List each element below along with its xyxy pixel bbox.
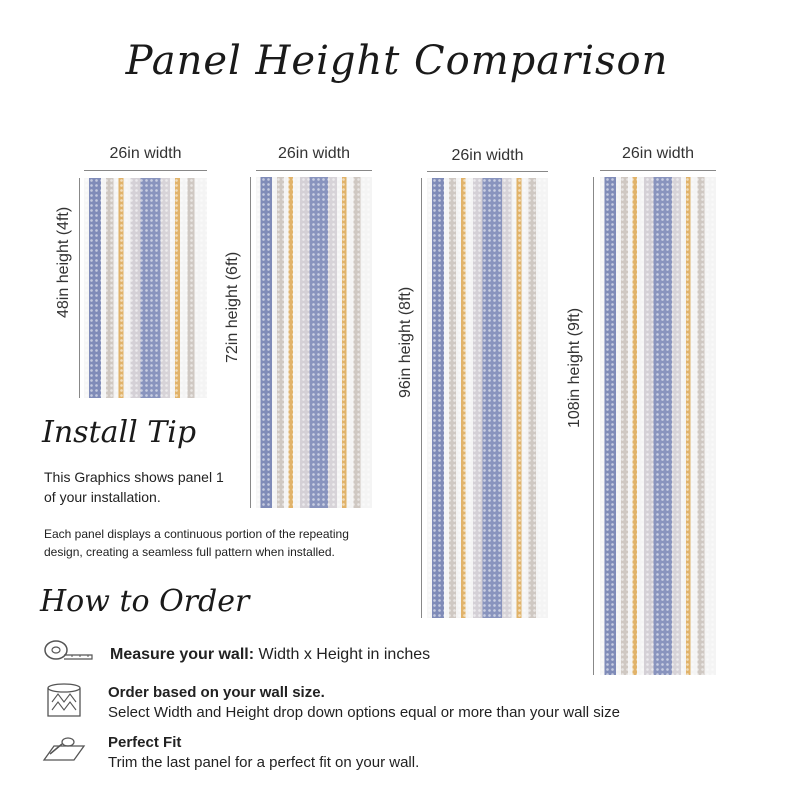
install-tip-line-2: of your installation. bbox=[44, 489, 161, 505]
width-label: 26in width bbox=[621, 145, 695, 162]
install-tip-heading: Install Tip bbox=[42, 415, 197, 450]
step-measure-bold: Measure your wall: bbox=[110, 646, 255, 663]
width-label: 26in width bbox=[277, 145, 351, 162]
height-line bbox=[250, 177, 251, 508]
step-measure-text bbox=[110, 646, 430, 664]
step-order-bold: Order based on your wall size. bbox=[108, 684, 325, 701]
width-line bbox=[84, 170, 207, 171]
width-label: 26in width bbox=[451, 147, 524, 164]
step-measure-desc: Width x Height in inches bbox=[254, 646, 431, 663]
trim-knife-icon bbox=[40, 732, 86, 769]
height-label: 108in height (9ft) bbox=[566, 307, 583, 428]
height-label: 96in height (8ft) bbox=[397, 286, 414, 398]
tape-measure-icon bbox=[42, 637, 98, 670]
height-line bbox=[593, 177, 594, 675]
install-tip-note-2: design, creating a seamless full pattern when installed. bbox=[44, 545, 335, 559]
panel-pattern bbox=[84, 178, 207, 398]
width-line bbox=[256, 170, 372, 171]
width-line bbox=[427, 171, 548, 172]
height-label: 72in height (6ft) bbox=[224, 251, 241, 363]
height-line bbox=[79, 178, 80, 398]
step-order-desc: Select Width and Height drop down options equal or more than your wall size bbox=[108, 704, 620, 721]
how-to-order-heading: How to Order bbox=[40, 584, 250, 619]
step-fit-desc: Trim the last panel for a perfect fit on your wall. bbox=[108, 754, 420, 771]
step-fit-bold: Perfect Fit bbox=[108, 734, 182, 751]
page-title: Panel Height Comparison bbox=[125, 38, 669, 84]
width-label: 26in width bbox=[109, 145, 182, 162]
height-label: 48in height (4ft) bbox=[55, 206, 72, 318]
panel-pattern bbox=[600, 177, 716, 675]
height-line bbox=[421, 178, 422, 618]
install-tip-line-1: This Graphics shows panel 1 bbox=[44, 469, 224, 485]
panel-pattern bbox=[427, 178, 548, 618]
panel-pattern bbox=[256, 177, 372, 508]
wallpaper-roll-icon bbox=[44, 682, 84, 727]
width-line bbox=[600, 170, 716, 171]
install-tip-note-1: Each panel displays a continuous portion of the repeating bbox=[44, 527, 349, 541]
